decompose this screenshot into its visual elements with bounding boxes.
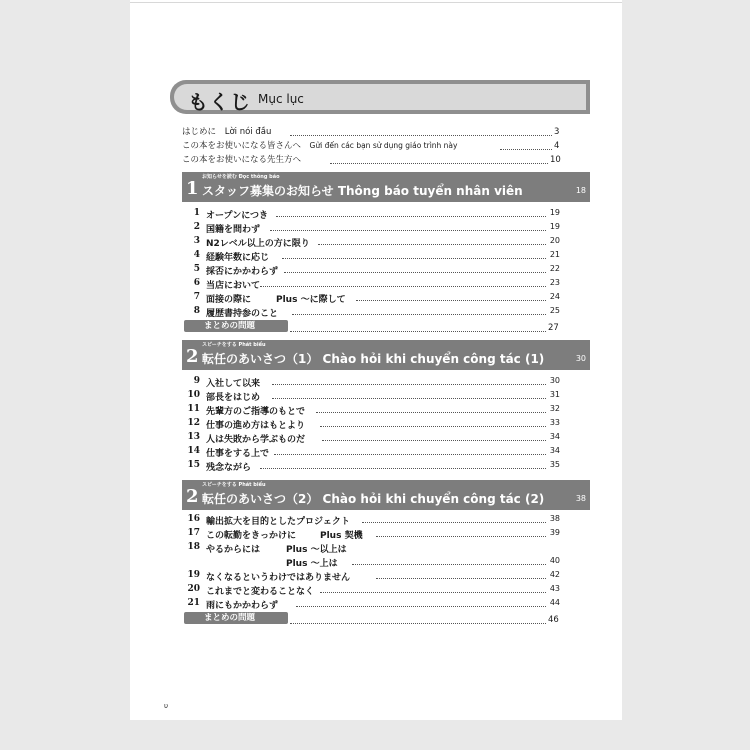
lesson-row[interactable]: 19 なくなるというわけではありません 42 [187, 570, 560, 583]
lesson-row[interactable]: 12 仕事の進め方はもとより 33 [187, 418, 560, 431]
leader-dots [290, 331, 546, 332]
leader-dots [290, 135, 552, 136]
lesson-row[interactable]: 8 履歴書持参のこと 25 [193, 306, 560, 319]
intro-vi: Lời nói đầu [224, 127, 272, 137]
intro-jp: はじめに [182, 127, 217, 137]
section-header[interactable]: 2 スピーチをする Phát biểu 転任のあいさつ（2） Chào hỏi khi chuyển công tác (2) 38 [182, 480, 590, 510]
section-header[interactable] [182, 172, 590, 202]
lesson-row[interactable]: 17 この転勤をきっかけに Plus 契機 39 [187, 528, 560, 541]
summary-page: 27 [548, 323, 559, 333]
leader-dots [500, 149, 552, 150]
lesson-row[interactable]: 14 仕事をする上で 34 [187, 446, 560, 459]
page-folio: υ [164, 702, 169, 710]
lesson-row[interactable]: 9 入社して以来 30 [193, 376, 560, 389]
intro-row[interactable] [182, 140, 457, 152]
lesson-row[interactable]: 4 経験年数に応じ 21 [193, 250, 560, 263]
plus-note: Plus ～に際して [276, 295, 346, 305]
section-header[interactable]: 2 スピーチをする Phát biểu 転任のあいさつ（1） Chào hỏi khi chuyển công tác (1) 30 [182, 340, 590, 370]
intro-jp: この本をお使いになる先生方へ [182, 155, 302, 165]
lesson-row-cont: Plus ～上は 40 [286, 556, 560, 569]
lesson-row[interactable]: 20 これまでと変わることなく 43 [187, 584, 560, 597]
lesson-row[interactable]: 3 N2レベル以上の方に限り 20 [193, 236, 560, 249]
section-number: 1 [186, 178, 199, 199]
lesson-row[interactable]: 15 残念ながら 35 [187, 460, 560, 473]
book-page [130, 0, 622, 720]
lesson-row[interactable]: 7 面接の際に Plus ～に際して 24 [193, 292, 560, 305]
section-title: スタッフ募集のお知らせ Thông báo tuyển nhân viên [202, 184, 523, 198]
lesson-row[interactable]: 16 輸出拡大を目的としたプロジェクト 38 [187, 514, 560, 527]
section-page: 18 [575, 186, 586, 195]
intro-page: 4 [554, 141, 560, 151]
section-kicker: お知らせを読む Đọc thông báo [202, 174, 280, 180]
page-edge [130, 2, 622, 3]
lesson-row[interactable]: 2 国籍を問わず 19 [193, 222, 560, 235]
lesson-row[interactable]: 13 人は失敗から学ぶものだ 34 [187, 432, 560, 445]
plus-note: Plus ～以上は [286, 545, 347, 555]
intro-row[interactable] [182, 126, 271, 138]
intro-page: 3 [554, 127, 560, 137]
plus-note: Plus ～上は [286, 559, 338, 569]
intro-row[interactable] [182, 154, 301, 166]
contents-title-jp: もくじ [188, 90, 251, 114]
intro-vi: Gửi đến các bạn sử dụng giáo trình này [309, 141, 458, 150]
summary-button[interactable]: まとめの問題 [184, 612, 288, 624]
leader-dots [330, 163, 548, 164]
lesson-row[interactable]: 11 先輩方のご指導のもとで 32 [187, 404, 560, 417]
leader-dots [290, 623, 546, 624]
plus-note: Plus 契機 [320, 531, 363, 541]
lesson-row[interactable]: 5 採否にかかわらず 22 [193, 264, 560, 277]
intro-jp: この本をお使いになる皆さんへ [182, 141, 301, 151]
intro-page: 10 [550, 155, 561, 165]
lesson-row[interactable]: 6 当店において 23 [193, 278, 560, 291]
summary-button[interactable]: まとめの問題 [184, 320, 288, 332]
lesson-row[interactable]: 21 雨にもかかわらず 44 [187, 598, 560, 611]
summary-page: 46 [548, 615, 559, 625]
lesson-row[interactable]: 10 部長をはじめ 31 [187, 390, 560, 403]
contents-title-vi: Mục lục [258, 92, 304, 106]
lesson-row[interactable]: 1 オープンにつき 19 [193, 208, 560, 221]
lesson-row[interactable]: 18 やるからには Plus ～以上は [187, 542, 347, 555]
